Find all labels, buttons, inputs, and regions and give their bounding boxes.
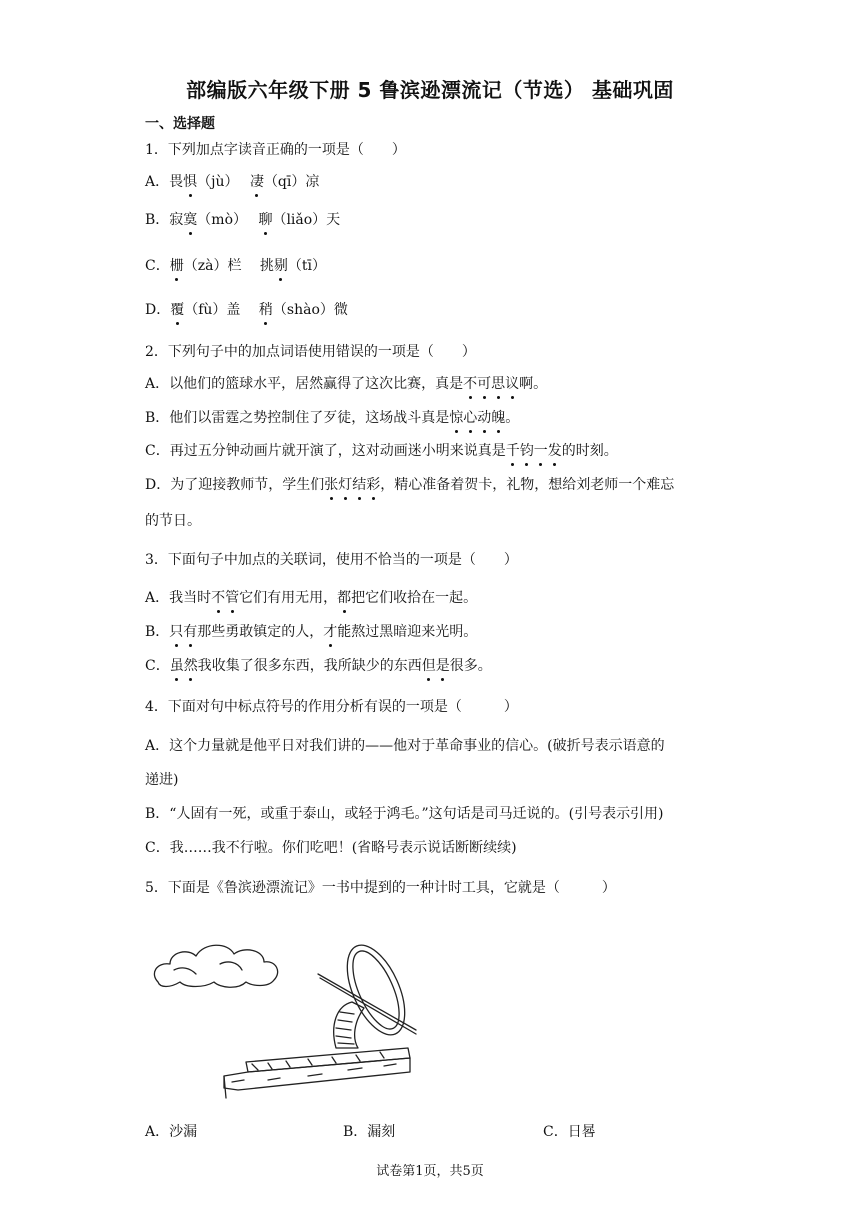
text-segment: C．再过五分钟动画片就开演了，这对动画迷小明来说真是 xyxy=(145,443,506,459)
text-segment: （mò） xyxy=(197,212,259,228)
text-segment: （tī） xyxy=(287,258,327,274)
dotted-char: 结 xyxy=(352,477,367,493)
dotted-char: 剔 xyxy=(273,258,288,274)
question-2-option-c xyxy=(145,441,618,461)
text-segment: A．我当时 xyxy=(145,590,212,606)
dotted-char: 心 xyxy=(463,410,478,426)
text-segment: C． xyxy=(145,658,170,674)
dotted-char: 是 xyxy=(435,658,450,674)
question-4-stem: 4．下面对句中标点符号的作用分析有误的一项是（ ） xyxy=(145,699,518,715)
dotted-char: 不 xyxy=(211,590,226,606)
question-5-option-a: A．沙漏 xyxy=(145,1124,198,1140)
text-segment: （jù） xyxy=(197,174,250,190)
dotted-char: 只 xyxy=(169,624,184,640)
dotted-char: 议 xyxy=(505,376,520,392)
dotted-char: 栅 xyxy=(169,258,184,274)
text-segment: 那些勇敢镇定的人， xyxy=(197,624,324,640)
question-2-stem: 2．下列句子中的加点词语使用错误的一项是（ ） xyxy=(145,344,476,360)
text-segment: A． xyxy=(145,174,170,190)
text-segment: （liǎo）天 xyxy=(272,212,341,228)
question-4-option-a: A．这个力量就是他平日对我们讲的——他对于革命事业的信心。(破折号表示语意的 xyxy=(145,738,665,754)
question-1-option-c xyxy=(145,256,326,276)
dotted-char: 寞 xyxy=(183,212,198,228)
page-footer: 试卷第1页，共5页 xyxy=(376,1164,484,1179)
dotted-char: 惊 xyxy=(449,410,464,426)
text-segment: 把它们收拾在一起。 xyxy=(351,590,478,606)
dotted-char: 稍 xyxy=(258,302,273,318)
question-3-stem: 3．下面句子中加点的关联词，使用不恰当的一项是（ ） xyxy=(145,552,518,568)
question-2-option-d-continued: 的节日。 xyxy=(145,513,201,529)
dotted-char: 灯 xyxy=(338,477,353,493)
dotted-char: 有 xyxy=(183,624,198,640)
text-segment: D． xyxy=(145,302,171,318)
question-3-option-b xyxy=(145,622,477,642)
text-segment: B．他们以雷霆之势控制住了歹徒，这场战斗真是 xyxy=(145,410,450,426)
question-1-option-a xyxy=(145,172,319,192)
question-4-option-c: C．我……我不行啦。你们吃吧！(省略号表示说话断断续续) xyxy=(145,840,517,856)
question-1-option-b xyxy=(145,210,340,230)
dotted-char: 但 xyxy=(421,658,436,674)
dotted-char: 惧 xyxy=(183,174,198,190)
dotted-char: 覆 xyxy=(170,302,185,318)
question-4-option-a-continued: 递进) xyxy=(145,772,179,788)
text-segment: 很多。 xyxy=(449,658,492,674)
question-5-option-b: B．漏刻 xyxy=(343,1124,396,1140)
text-segment: A．以他们的篮球水平，居然赢得了这次比赛，真是 xyxy=(145,376,464,392)
dotted-char: 才 xyxy=(323,624,338,640)
question-3-option-c xyxy=(145,656,492,676)
dotted-char: 聊 xyxy=(258,212,273,228)
section-heading: 一、选择题 xyxy=(145,116,215,132)
dotted-char: 千 xyxy=(505,443,520,459)
text-segment: （fù）盖 xyxy=(184,302,259,318)
text-segment: 。 xyxy=(505,410,520,426)
dotted-char: 彩 xyxy=(366,477,381,493)
question-2-option-b xyxy=(145,408,519,428)
question-5-option-c: C．日晷 xyxy=(543,1124,596,1140)
text-segment: 啊。 xyxy=(519,376,548,392)
page-title: 部编版六年级下册 5 鲁滨逊漂流记（节选） 基础巩固 xyxy=(186,78,674,102)
question-5-stem: 5．下面是《鲁滨逊漂流记》一书中提到的一种计时工具，它就是（ ） xyxy=(145,880,616,896)
question-2-option-a xyxy=(145,374,547,394)
dotted-char: 可 xyxy=(477,376,492,392)
text-segment: （qī）凉 xyxy=(263,174,320,190)
question-4-option-b: B．“人固有一死，或重于泰山，或轻于鸿毛。”这句话是司马迁说的。(引号表示引用) xyxy=(145,806,664,822)
dotted-char: 动 xyxy=(477,410,492,426)
dotted-char: 管 xyxy=(225,590,240,606)
dotted-char: 虽 xyxy=(169,658,184,674)
text-segment: 畏 xyxy=(169,174,184,190)
question-3-option-a xyxy=(145,588,477,608)
dotted-char: 思 xyxy=(491,376,506,392)
question-2-option-d xyxy=(145,475,674,495)
dotted-char: 然 xyxy=(183,658,198,674)
text-segment: （zà）栏 挑 xyxy=(183,258,274,274)
text-segment: 我收集了很多东西，我所缺少的东西 xyxy=(197,658,422,674)
dotted-char: 一 xyxy=(533,443,548,459)
text-segment: 它们有用无用， xyxy=(239,590,338,606)
dotted-char: 发 xyxy=(547,443,562,459)
dotted-char: 魄 xyxy=(491,410,506,426)
question-1-option-d xyxy=(145,300,348,320)
text-segment: D．为了迎接教师节，学生们 xyxy=(145,477,325,493)
dotted-char: 张 xyxy=(324,477,339,493)
dotted-char: 钧 xyxy=(519,443,534,459)
text-segment: B．寂 xyxy=(145,212,184,228)
sundial-illustration xyxy=(148,930,418,1100)
text-segment: 的时刻。 xyxy=(561,443,618,459)
text-segment: 能熬过黑暗迎来光明。 xyxy=(337,624,478,640)
text-segment: B． xyxy=(145,624,170,640)
dotted-char: 不 xyxy=(463,376,478,392)
question-1-stem: 1．下列加点字读音正确的一项是（ ） xyxy=(145,142,406,158)
dotted-char: 都 xyxy=(337,590,352,606)
text-segment: C． xyxy=(145,258,170,274)
dotted-char: 凄 xyxy=(249,174,264,190)
text-segment: （shào）微 xyxy=(272,302,348,318)
text-segment: ，精心准备着贺卡，礼物，想给刘老师一个难忘 xyxy=(380,477,675,493)
